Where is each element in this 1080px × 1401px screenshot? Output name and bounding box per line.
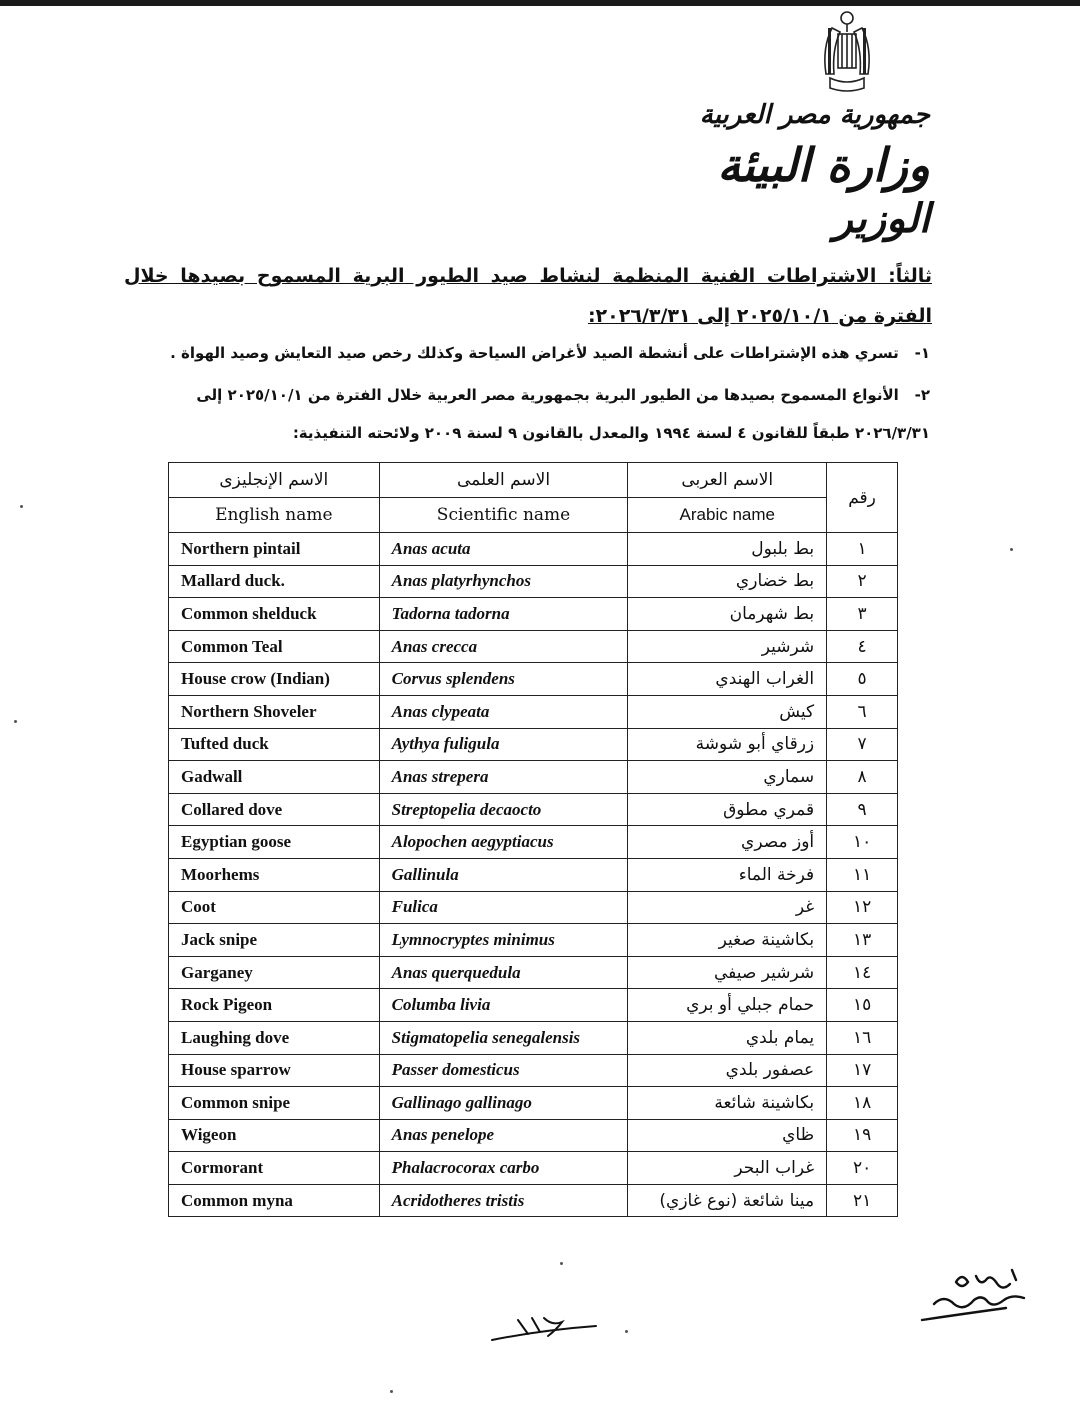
arabic-name-cell: يمام بلدي — [628, 1021, 827, 1054]
table-row — [169, 989, 898, 1022]
scientific-name-cell: Anas querquedula — [379, 956, 628, 989]
english-name-cell: Egyptian goose — [169, 826, 380, 859]
english-name-cell: Tufted duck — [169, 728, 380, 761]
table-row — [169, 728, 898, 761]
header-scientific-en: Scientific name — [379, 498, 628, 533]
arabic-name-cell: أوز مصري — [628, 826, 827, 859]
table-row — [169, 533, 898, 566]
arabic-name-cell: بط بلبول — [628, 533, 827, 566]
table-row — [169, 924, 898, 957]
arabic-name-cell: حمام جبلي أو بري — [628, 989, 827, 1022]
scientific-name-cell: Acridotheres tristis — [379, 1184, 628, 1217]
english-name-cell: Mallard duck. — [169, 565, 380, 598]
arabic-name-cell: كيش — [628, 695, 827, 728]
scan-speck — [1010, 548, 1013, 551]
scientific-name-cell: Streptopelia decaocto — [379, 793, 628, 826]
ministry-name: وزارة البيئة — [717, 138, 930, 192]
scientific-name-cell: Anas platyrhynchos — [379, 565, 628, 598]
english-name-cell: Wigeon — [169, 1119, 380, 1152]
english-name-cell: Gadwall — [169, 761, 380, 794]
row-number-cell: ٥ — [827, 663, 898, 696]
arabic-name-cell: الغراب الهندي — [628, 663, 827, 696]
row-number-cell: ١٣ — [827, 924, 898, 957]
english-name-cell: Collared dove — [169, 793, 380, 826]
english-name-cell: House crow (Indian) — [169, 663, 380, 696]
table-row — [169, 630, 898, 663]
english-name-cell: Garganey — [169, 956, 380, 989]
header-arabic-ar: الاسم العربى — [628, 463, 827, 498]
row-number-cell: ١٥ — [827, 989, 898, 1022]
scientific-name-cell: Fulica — [379, 891, 628, 924]
row-number-cell: ١١ — [827, 858, 898, 891]
species-table — [168, 462, 898, 1217]
arabic-name-cell: عصفور بلدي — [628, 1054, 827, 1087]
table-header-row-english — [169, 498, 898, 533]
scan-speck — [390, 1390, 393, 1393]
point-number: ٢- — [914, 386, 930, 404]
table-row — [169, 1021, 898, 1054]
scientific-name-cell: Anas clypeata — [379, 695, 628, 728]
scan-speck — [14, 720, 17, 723]
row-number-cell: ١٤ — [827, 956, 898, 989]
minister-office: الوزير — [833, 195, 930, 242]
row-number-cell: ١٩ — [827, 1119, 898, 1152]
section-title: ثالثاً: الاشتراطات الفنية المنظمة لنشاط صيد الطيور البرية المسموح بصيدها خلال الفترة من ٢٠٢٥/١٠/١ إلى ٢٠٢٦/٣/٣١: — [124, 265, 932, 327]
arabic-name-cell: بط خضاري — [628, 565, 827, 598]
english-name-cell: Jack snipe — [169, 924, 380, 957]
table-row — [169, 891, 898, 924]
eagle-coat-of-arms-icon — [812, 8, 882, 100]
row-number-cell: ٣ — [827, 598, 898, 631]
table-row — [169, 793, 898, 826]
table-row — [169, 1152, 898, 1185]
scientific-name-cell: Columba livia — [379, 989, 628, 1022]
arabic-name-cell: ظاي — [628, 1119, 827, 1152]
arabic-name-cell: سماري — [628, 761, 827, 794]
point-number: ١- — [914, 344, 930, 362]
row-number-cell: ٤ — [827, 630, 898, 663]
arabic-name-cell: غراب البحر — [628, 1152, 827, 1185]
arabic-name-cell: قمري مطوق — [628, 793, 827, 826]
english-name-cell: Laughing dove — [169, 1021, 380, 1054]
english-name-cell: Northern Shoveler — [169, 695, 380, 728]
scientific-name-cell: Lymnocryptes minimus — [379, 924, 628, 957]
header-number: رقم — [827, 463, 898, 533]
scientific-name-cell: Gallinago gallinago — [379, 1087, 628, 1120]
row-number-cell: ١ — [827, 533, 898, 566]
header-english-ar: الاسم الإنجليزى — [169, 463, 380, 498]
english-name-cell: Common snipe — [169, 1087, 380, 1120]
row-number-cell: ٨ — [827, 761, 898, 794]
arabic-name-cell: شرشير صيفي — [628, 956, 827, 989]
english-name-cell: Common shelduck — [169, 598, 380, 631]
table-row — [169, 761, 898, 794]
english-name-cell: Northern pintail — [169, 533, 380, 566]
arabic-name-cell: بكاشينة شائعة — [628, 1087, 827, 1120]
scientific-name-cell: Anas strepera — [379, 761, 628, 794]
scientific-name-cell: Alopochen aegyptiacus — [379, 826, 628, 859]
scientific-name-cell: Anas crecca — [379, 630, 628, 663]
table-row — [169, 826, 898, 859]
table-row — [169, 858, 898, 891]
arabic-name-cell: شرشير — [628, 630, 827, 663]
english-name-cell: Common Teal — [169, 630, 380, 663]
table-header-row-arabic — [169, 463, 898, 498]
point-1 — [160, 334, 930, 372]
scientific-name-cell: Passer domesticus — [379, 1054, 628, 1087]
scientific-name-cell: Tadorna tadorna — [379, 598, 628, 631]
row-number-cell: ١٦ — [827, 1021, 898, 1054]
english-name-cell: Coot — [169, 891, 380, 924]
row-number-cell: ١٧ — [827, 1054, 898, 1087]
table-row — [169, 565, 898, 598]
scan-speck — [560, 1262, 563, 1265]
header-english-en: English name — [169, 498, 380, 533]
scientific-name-cell: Anas penelope — [379, 1119, 628, 1152]
table-row — [169, 956, 898, 989]
row-number-cell: ١٠ — [827, 826, 898, 859]
english-name-cell: House sparrow — [169, 1054, 380, 1087]
scientific-name-cell: Phalacrocorax carbo — [379, 1152, 628, 1185]
table-row — [169, 695, 898, 728]
table-row — [169, 1184, 898, 1217]
table-row — [169, 598, 898, 631]
row-number-cell: ١٨ — [827, 1087, 898, 1120]
table-row — [169, 1087, 898, 1120]
header-arabic-en: Arabic name — [628, 498, 827, 533]
english-name-cell: Moorhems — [169, 858, 380, 891]
row-number-cell: ٢ — [827, 565, 898, 598]
arabic-name-cell: مينا شائعة (نوع غازي) — [628, 1184, 827, 1217]
top-border-line — [0, 0, 1080, 6]
scientific-name-cell: Gallinula — [379, 858, 628, 891]
handwritten-signature-icon — [916, 1262, 1036, 1334]
row-number-cell: ٦ — [827, 695, 898, 728]
handwritten-page-number-icon — [488, 1310, 598, 1350]
row-number-cell: ٢٠ — [827, 1152, 898, 1185]
arabic-name-cell: زرقاي أبو شوشة — [628, 728, 827, 761]
table-row — [169, 1119, 898, 1152]
arabic-name-cell: غر — [628, 891, 827, 924]
scientific-name-cell: Aythya fuligula — [379, 728, 628, 761]
point-text: تسري هذه الإشتراطات على أنشطة الصيد لأغراض السياحة وكذلك رخص صيد التعايش وصيد الهواة . — [170, 344, 899, 362]
arabic-name-cell: بكاشينة صغير — [628, 924, 827, 957]
arabic-name-cell: فرخة الماء — [628, 858, 827, 891]
scan-speck — [20, 505, 23, 508]
english-name-cell: Common myna — [169, 1184, 380, 1217]
row-number-cell: ١٢ — [827, 891, 898, 924]
scientific-name-cell: Anas acuta — [379, 533, 628, 566]
arabic-name-cell: بط شهرمان — [628, 598, 827, 631]
scan-speck — [625, 1330, 628, 1333]
scientific-name-cell: Corvus splendens — [379, 663, 628, 696]
republic-name: جمهورية مصر العربية — [699, 100, 930, 130]
row-number-cell: ٧ — [827, 728, 898, 761]
english-name-cell: Rock Pigeon — [169, 989, 380, 1022]
point-text: الأنواع المسموح بصيدها من الطيور البرية بجمهورية مصر العربية خلال الفترة من ٢٠٢٥/١٠/١ إلى ٢٠٢٦/٣/٣١ طبقاً للقانون ٤ لسنة ١٩٩٤ والمعدل بالقانون ٩ لسنة ٢٠٠٩ ولائحته التنفيذية: — [196, 386, 930, 442]
row-number-cell: ٢١ — [827, 1184, 898, 1217]
point-2 — [160, 376, 930, 452]
english-name-cell: Cormorant — [169, 1152, 380, 1185]
table-row — [169, 663, 898, 696]
table-row — [169, 1054, 898, 1087]
header-scientific-ar: الاسم العلمى — [379, 463, 628, 498]
scientific-name-cell: Stigmatopelia senegalensis — [379, 1021, 628, 1054]
row-number-cell: ٩ — [827, 793, 898, 826]
